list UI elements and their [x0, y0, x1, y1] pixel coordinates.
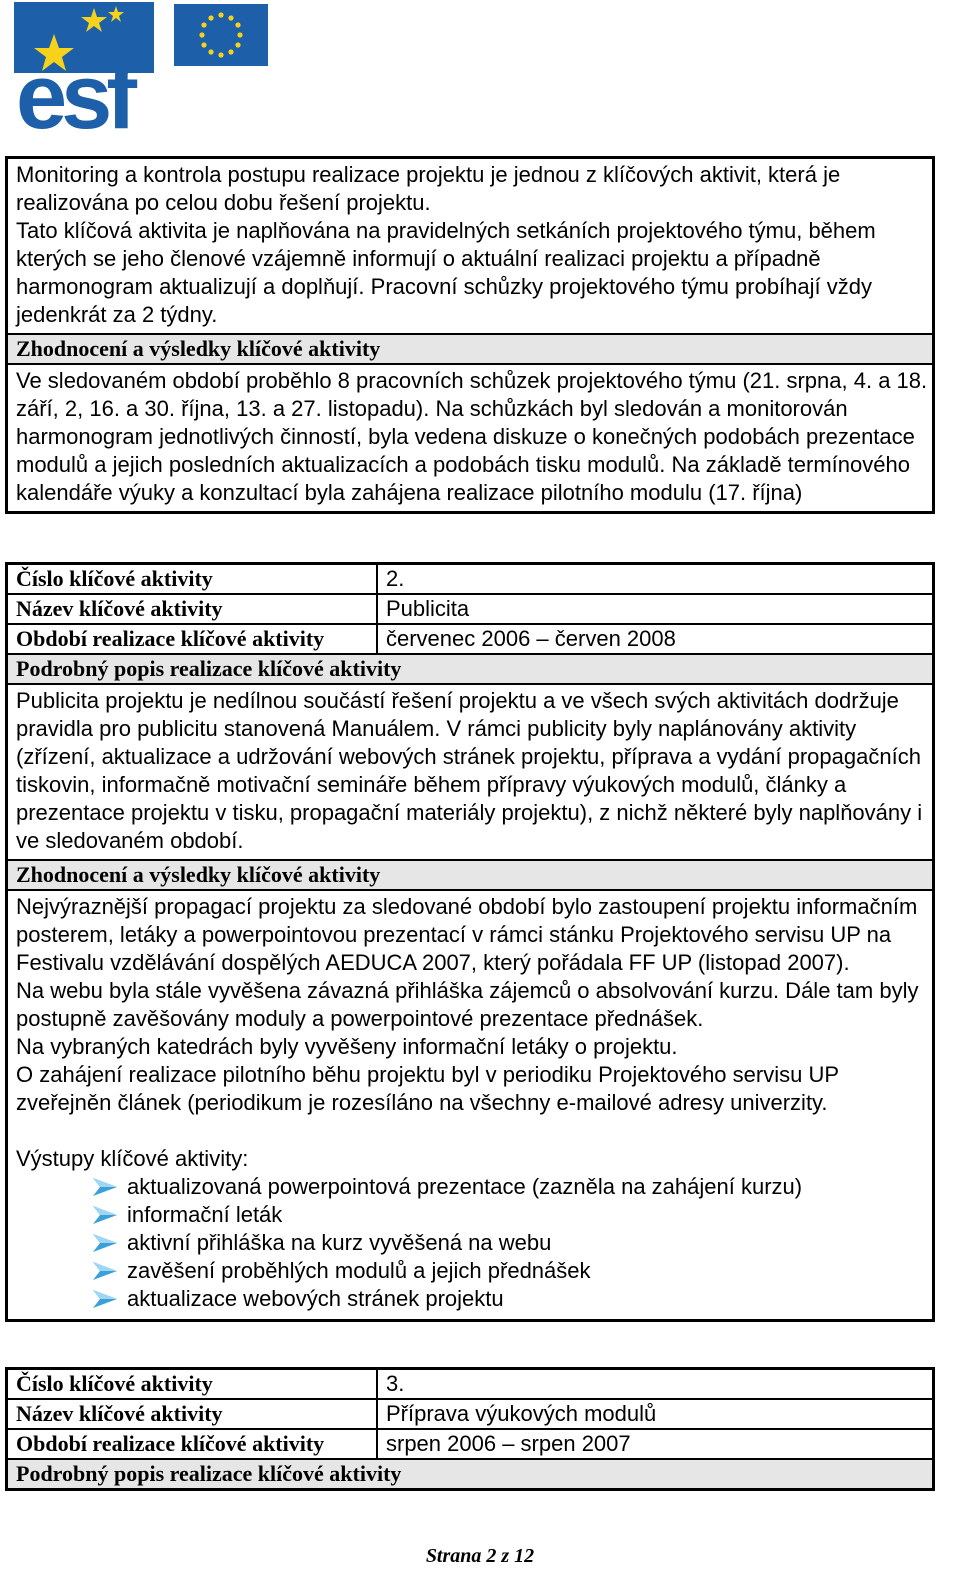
- description-header: Podrobný popis realizace klíčové aktivity: [8, 1460, 932, 1488]
- results-header: Zhodnocení a výsledky klíčové aktivity: [8, 333, 932, 365]
- activity-period-value: srpen 2006 – srpen 2007: [386, 1431, 631, 1456]
- description-header: Podrobný popis realizace klíčové aktivity: [8, 655, 932, 683]
- activity-period-row: [8, 1430, 932, 1460]
- arrow-bullet-icon: [91, 1260, 119, 1282]
- results-paragraph: Na webu byla stále vyvěšena závazná přihláška zájemců o absolvování kurzu. Dále tam byly postupně zavěšovány moduly a powerpointové prezentace přednášek.: [16, 978, 919, 1031]
- description-row: [8, 685, 932, 861]
- activity-1-continuation: [5, 156, 935, 514]
- activity-name-row: [8, 595, 932, 625]
- activity-number-label: Číslo klíčové aktivity: [8, 565, 378, 593]
- esf-logo: [14, 2, 270, 132]
- list-item: zavěšení proběhlých modulů a jejich přednášek: [91, 1257, 928, 1285]
- list-item: informační leták: [91, 1201, 928, 1229]
- description-header-row: [8, 1460, 932, 1488]
- activity-name-label: Název klíčové aktivity: [8, 595, 378, 623]
- list-item: aktualizovaná powerpointová prezentace (zazněla na zahájení kurzu): [91, 1173, 928, 1201]
- activity-3-table: [5, 1367, 935, 1491]
- activity-name-row: [8, 1400, 932, 1430]
- page-number: Strana 2 z 12: [425, 1545, 535, 1567]
- outputs-list: [16, 1173, 928, 1313]
- list-item: aktualizace webových stránek projektu: [91, 1285, 928, 1313]
- arrow-bullet-icon: [91, 1288, 119, 1310]
- results-paragraph: Nejvýraznější propagací projektu za sledované období bylo zastoupení projektu informačním posterem, letáky a powerpointovou prezentací v rámci stánku Projektového servisu UP na Festivalu vzdělávání dospělých AEDUCA 2007, který pořádala FF UP (listopad 2007).: [16, 894, 918, 975]
- activity-name-label: Název klíčové aktivity: [8, 1400, 378, 1428]
- results-content: [8, 891, 932, 1319]
- activity-number-label: Číslo klíčové aktivity: [8, 1370, 378, 1398]
- activity-number-value: 3.: [386, 1371, 405, 1396]
- svg-text:esf: esf: [16, 46, 131, 132]
- arrow-bullet-icon: [91, 1176, 119, 1198]
- description-paragraph: Tato klíčová aktivita je naplňována na pravidelných setkáních projektového týmu, během kterých se jeho členové vzájemně informují o aktuální realizaci projektu a případně harmonogram aktualizují a doplňují. Pracovní schůzky projektového týmu probíhají vždy jedenkrát za 2 týdny.: [16, 218, 876, 327]
- arrow-bullet-icon: [91, 1232, 119, 1254]
- outputs-label: Výstupy klíčové aktivity:: [16, 1146, 249, 1171]
- description-text: Publicita projektu je nedílnou součástí řešení projektu a ve všech svých aktivitách dodržuje pravidla pro publicitu stanovená Manuálem. V rámci publicity byly naplánovány aktivity (zřízení, aktualizace a udržování webových stránek projektu, příprava a vydání propagačních tiskovin, informačně motivační semináře během přípravy výukových modulů, články a prezentace projektu v tisku, propagační materiály projektu), z nichž některé byly naplňovány i ve sledovaném období.: [16, 688, 923, 853]
- results-header-row: [8, 861, 932, 891]
- description-paragraph: Monitoring a kontrola postupu realizace projektu je jednou z klíčových aktivit, která je realizována po celou dobu řešení projektu.: [16, 162, 841, 215]
- activity-number-value: 2.: [386, 566, 405, 591]
- activity-period-label: Období realizace klíčové aktivity: [8, 625, 378, 653]
- results-text: Ve sledovaném období proběhlo 8 pracovních schůzek projektového týmu (21. srpna, 4. a 18. září, 2, 16. a 30. října, 13. a 27. listopadu). Na schůzkách byl sledován a monitorován harmonogram jednotlivých činností, byla vedena diskuze o konečných podobách prezentace modulů a jejich posledních aktualizacích a podobách tisku modulů. Na základě termínového kalendáře výuky a konzultací byla zahájena realizace pilotního modulu (17. října): [16, 368, 928, 505]
- activity-description: [8, 159, 932, 333]
- activity-name-value: Příprava výukových modulů: [386, 1401, 657, 1426]
- activity-2-table: [5, 562, 935, 1322]
- results-paragraph: Na vybraných katedrách byly vyvěšeny informační letáky o projektu.: [16, 1034, 678, 1059]
- activity-number-row: [8, 1370, 932, 1400]
- description-header-row: [8, 655, 932, 685]
- arrow-bullet-icon: [91, 1204, 119, 1226]
- activity-name-value: Publicita: [386, 596, 470, 621]
- activity-period-value: červenec 2006 – červen 2008: [386, 626, 676, 651]
- activity-period-label: Období realizace klíčové aktivity: [8, 1430, 378, 1458]
- results-row: [8, 891, 932, 1319]
- results-paragraph: O zahájení realizace pilotního běhu projektu byl v periodiku Projektového servisu UP zveřejněn článek (periodikum je rozesíláno na všechny e-mailové adresy univerzity.: [16, 1062, 839, 1115]
- activity-number-row: [8, 565, 932, 595]
- list-item: aktivní přihláška na kurz vyvěšená na webu: [91, 1229, 928, 1257]
- results-header: Zhodnocení a výsledky klíčové aktivity: [8, 861, 932, 889]
- activity-period-row: [8, 625, 932, 655]
